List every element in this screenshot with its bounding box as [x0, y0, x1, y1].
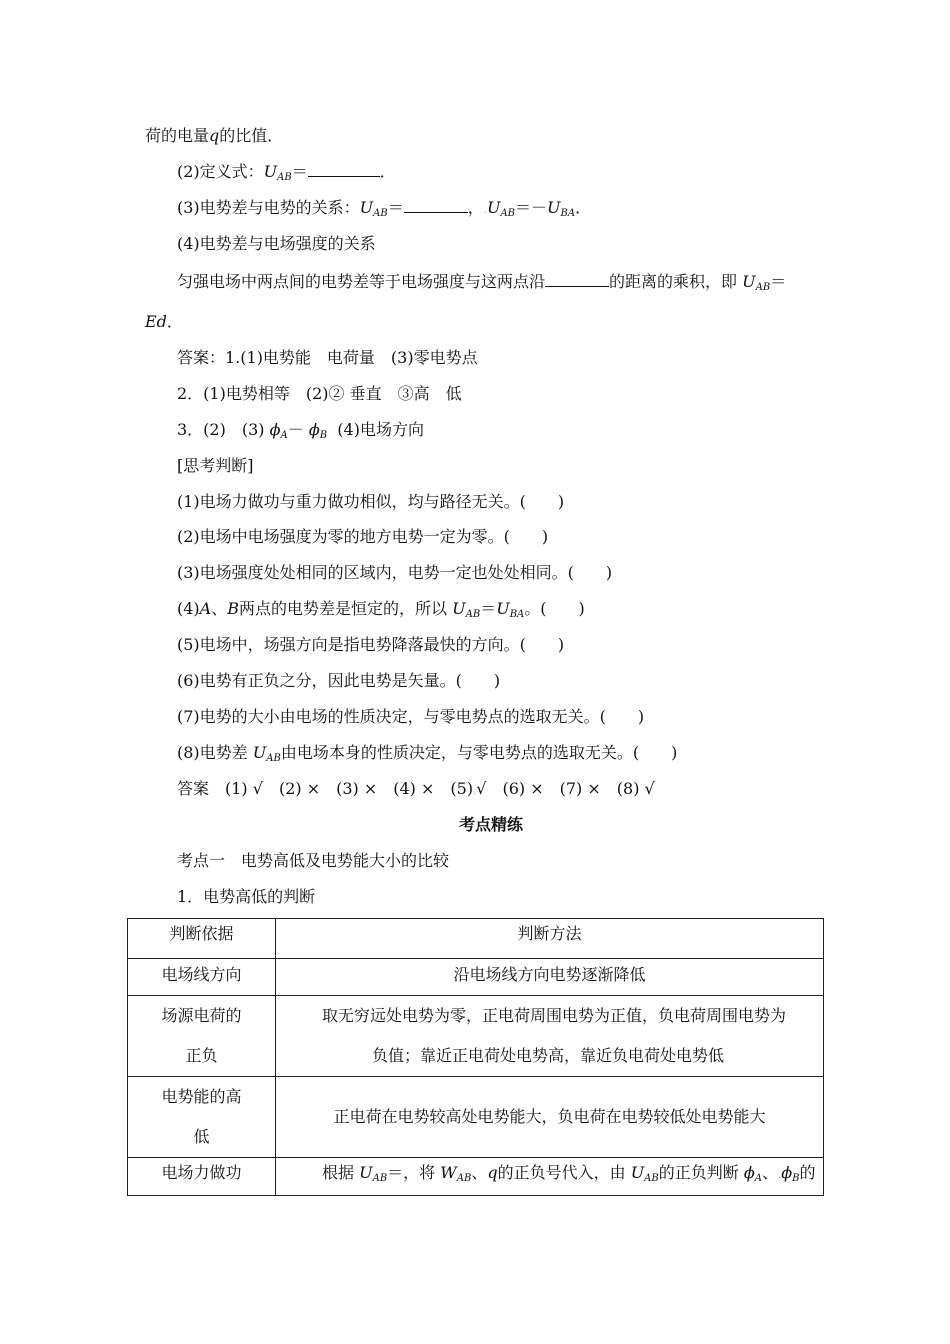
text-line	[145, 125, 283, 147]
answer-3	[177, 419, 424, 447]
text: 、	[471, 1163, 488, 1182]
text: (3)电势差与电势的关系：	[177, 198, 360, 217]
var-u: U	[252, 743, 267, 762]
var-u: U	[547, 198, 561, 217]
text: 答案 (1) √ (2) × (3) × (4) × (5)	[177, 779, 474, 798]
table-cell	[128, 1158, 276, 1196]
judgment-table	[127, 918, 824, 1196]
table-row	[128, 1158, 824, 1196]
var-u: U	[486, 198, 501, 217]
sub-ab: AB	[373, 208, 388, 219]
text: √ (6) × (7) × (8) √	[476, 779, 655, 798]
text: (8)电势差	[177, 743, 248, 762]
uniform-line-cont	[145, 311, 183, 333]
cell-text	[276, 1158, 823, 1194]
cell-text: 沿电场线方向电势逐渐降低	[453, 965, 646, 984]
mark: .	[473, 786, 477, 797]
text: (4)电场方向	[337, 420, 424, 439]
var-u: U	[630, 1163, 645, 1182]
text: ．	[379, 162, 396, 181]
table-header-row	[128, 919, 824, 959]
var-u: U	[742, 272, 756, 291]
var-u: U	[496, 599, 510, 618]
text: 匀强电场中两点间的电势差等于电场强度与这两点沿	[177, 272, 546, 291]
mark: .	[778, 1170, 782, 1181]
text: ．	[166, 312, 183, 331]
sub-b: B	[792, 1173, 800, 1184]
definition-line	[177, 161, 396, 189]
text: ．	[575, 198, 592, 217]
var-a: A	[199, 599, 212, 618]
judge-answers	[177, 778, 655, 803]
text: 根据	[322, 1163, 355, 1182]
text: (2)定义式：	[177, 162, 264, 181]
table-cell	[276, 919, 824, 959]
text: (4)	[177, 599, 200, 618]
table-row	[128, 959, 824, 996]
table-cell	[276, 1158, 824, 1196]
cell-text: 低	[193, 1127, 210, 1146]
table-cell	[128, 1077, 276, 1158]
table-cell	[128, 959, 276, 996]
var-b: B	[227, 599, 240, 618]
text: 的	[799, 1163, 816, 1182]
sub-ba: BA	[560, 208, 576, 219]
var-u: U	[359, 198, 374, 217]
fill-blank	[308, 162, 380, 177]
text: ＝，将	[387, 1163, 436, 1182]
question-1: (1)电场力做功与重力做功相似，均与路径无关。( )	[177, 492, 565, 511]
text: ，	[467, 198, 484, 217]
sub-ab: AB	[465, 609, 481, 620]
var-w: W	[440, 1163, 457, 1182]
question-4	[177, 598, 585, 626]
uniform-line	[177, 271, 786, 299]
cell-text: 判断依据	[169, 924, 234, 943]
text: 、	[211, 599, 228, 618]
text: ＝	[770, 272, 787, 291]
cell-text: 电场力做功	[161, 1163, 242, 1182]
sub-title: 1．电势高低的判断	[177, 887, 316, 906]
cell-text: 判断方法	[517, 924, 582, 943]
text: 荷的电量	[145, 126, 210, 145]
var-phi: ϕ	[743, 1163, 755, 1182]
text: 3．(2) (3)	[177, 420, 265, 439]
question-2: (2)电场中电场强度为零的地方电势一定为零。( )	[177, 527, 549, 546]
var-phi: ϕ	[308, 420, 320, 439]
table-row	[128, 996, 824, 1077]
var-u: U	[452, 599, 466, 618]
text: 的正负号代入，由	[497, 1163, 626, 1182]
text: ＝	[291, 162, 308, 181]
sub-ab: AB	[644, 1173, 659, 1184]
cell-text: 正负	[185, 1046, 218, 1065]
text: 。( )	[524, 599, 585, 618]
relation-line	[177, 197, 591, 225]
cell-text: 负值；靠近正电荷处电势高，靠近负电荷处电势低	[372, 1046, 725, 1065]
cell-text: 正电荷在电势较高处电势能大，负电荷在电势较低处电势能大	[333, 1107, 766, 1126]
sub-ab: AB	[372, 1173, 388, 1184]
table-cell	[128, 919, 276, 959]
cell-text: 电势能的高	[161, 1087, 242, 1106]
sub-ab: AB	[266, 753, 281, 764]
sub-ab: AB	[277, 172, 292, 183]
question-7: (7)电势的大小由电场的性质决定，与零电势点的选取无关。( )	[177, 707, 645, 726]
cell-text: 场源电荷的	[161, 1006, 242, 1025]
text: 、	[762, 1163, 779, 1182]
think-heading: [思考判断]	[177, 456, 254, 475]
text: ＝	[387, 198, 404, 217]
fill-blank	[404, 198, 468, 213]
var-u: U	[263, 162, 278, 181]
question-6: (6)电势有正负之分，因此电势是矢量。( )	[177, 671, 501, 690]
sub-a: A	[280, 430, 288, 441]
var-ed: Ed	[145, 312, 167, 331]
table-row	[128, 1077, 824, 1158]
cell-text: 电场线方向	[161, 965, 242, 984]
table-cell	[276, 996, 824, 1077]
text: ＝	[480, 599, 497, 618]
var-phi: ϕ	[269, 420, 281, 439]
sub-ba: BA	[509, 609, 525, 620]
section-title: 考点精练	[459, 815, 524, 834]
sub-ab: AB	[456, 1173, 472, 1184]
var-q: q	[209, 126, 220, 145]
table-cell	[276, 1077, 824, 1158]
fill-blank	[545, 272, 609, 287]
sub-a: A	[754, 1173, 762, 1184]
point-title: 考点一 电势高低及电势能大小的比较	[177, 851, 450, 870]
question-5: (5)电场中，场强方向是指电势降落最快的方向。( )	[177, 635, 565, 654]
answer-2: 2．(1)电势相等 (2)② 垂直 ③高 低	[177, 384, 462, 403]
var-q: q	[487, 1163, 498, 1182]
text: 的比值．	[219, 126, 284, 145]
question-8	[177, 742, 677, 770]
mark: .	[483, 205, 487, 216]
text: 的正负判断	[658, 1163, 739, 1182]
text: 两点的电势差是恒定的，所以	[239, 599, 448, 618]
text: 的距离的乘积，即	[609, 272, 738, 291]
answer-1: 答案：1.(1)电势能 电荷量 (3)零电势点	[177, 348, 478, 367]
question-3: (3)电场强度处处相同的区域内，电势一定也处处相同。( )	[177, 563, 613, 582]
sub-ab: AB	[755, 282, 771, 293]
var-u: U	[359, 1163, 373, 1182]
field-title: (4)电势差与电场强度的关系	[177, 234, 376, 253]
text: －	[287, 420, 304, 439]
table-cell	[128, 996, 276, 1077]
sub-ab: AB	[500, 208, 516, 219]
cell-text: 取无穷远处电势为零，正电荷周围电势为正值，负电荷周围电势为	[322, 1006, 787, 1025]
text: ＝－	[515, 198, 548, 217]
text: 由电场本身的性质决定，与零电势点的选取无关。( )	[280, 743, 678, 762]
table-cell	[276, 959, 824, 996]
var-phi: ϕ	[781, 1163, 793, 1182]
sub-b: B	[319, 430, 328, 441]
